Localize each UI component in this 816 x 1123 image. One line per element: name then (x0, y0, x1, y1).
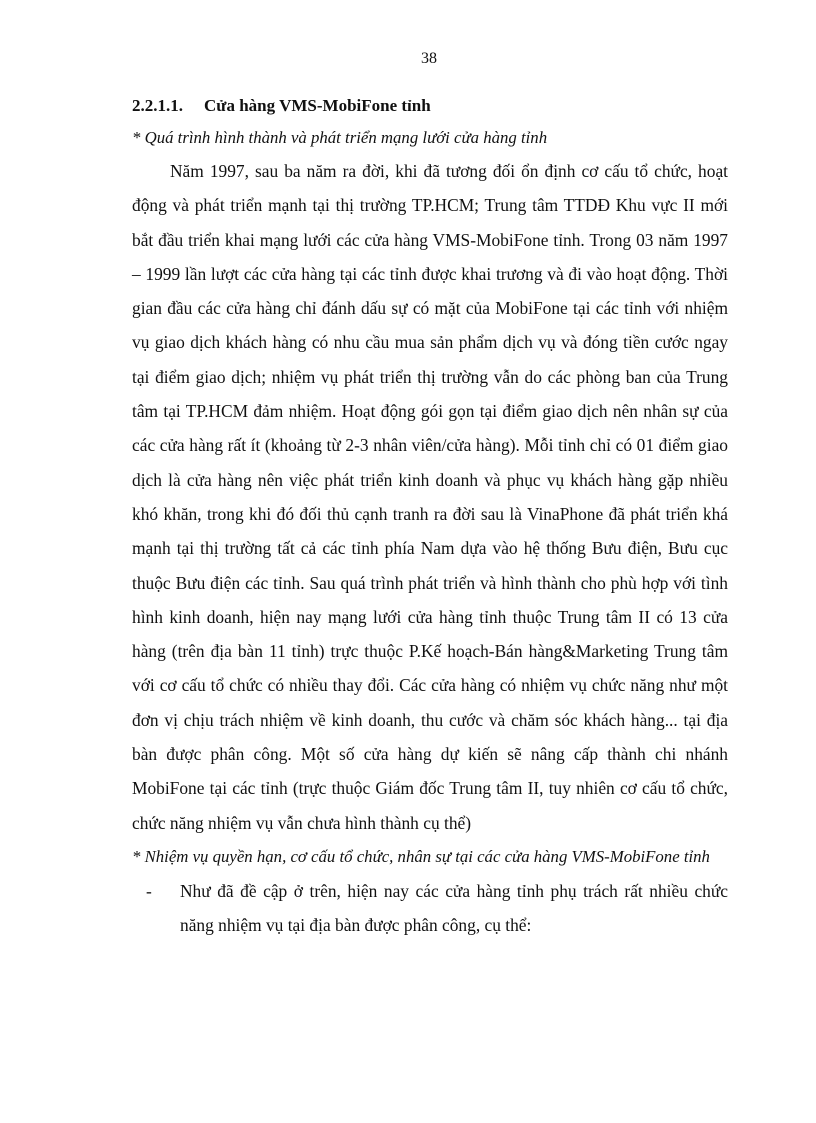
section-number: 2.2.1.1. (132, 96, 183, 115)
bullet-item (132, 874, 728, 943)
page-number: 38 (421, 50, 437, 67)
body-paragraph: Năm 1997, sau ba năm ra đời, khi đã tương đối ổn định cơ cấu tổ chức, hoạt động và phát triển mạnh tại thị trường TP.HCM; Trung tâm TTDĐ Khu vực II mới bắt đầu triển khai mạng lưới các cửa hàng VMS-MobiFone tỉnh. Trong 03 năm 1997 – 1999 lần lượt các cửa hàng tại các tỉnh được khai trương và đi vào hoạt động. Thời gian đầu các cửa hàng chỉ đánh dấu sự có mặt của MobiFone tại các tỉnh với nhiệm vụ giao dịch khách hàng có nhu cầu mua sản phẩm dịch vụ và đóng tiền cước ngay tại điểm giao dịch; nhiệm vụ phát triển thị trường vẫn do các phòng ban của Trung tâm tại TP.HCM đảm nhiệm. Hoạt động gói gọn tại điểm giao dịch nên nhân sự của các cửa hàng rất ít (khoảng từ 2-3 nhân viên/cửa hàng). Mỗi tỉnh chỉ có 01 điểm giao dịch là cửa hàng nên việc phát triển kinh doanh và phục vụ khách hàng gặp nhiều khó khăn, trong khi đó đối thủ cạnh tranh ra đời sau là VinaPhone đã phát triển khá mạnh tại thị trường tất cả các tỉnh phía Nam dựa vào hệ thống Bưu điện, Bưu cục thuộc Bưu điện các tỉnh. Sau quá trình phát triển và hình thành cho phù hợp với tình hình kinh doanh, hiện nay mạng lưới cửa hàng tỉnh thuộc Trung tâm II có 13 cửa hàng (trên địa bàn 11 tỉnh) trực thuộc P.Kế hoạch-Bán hàng&Marketing Trung tâm với cơ cấu tổ chức có nhiều thay đổi. Các cửa hàng có nhiệm vụ chức năng như một đơn vị chịu trách nhiệm về kinh doanh, thu cước và chăm sóc khách hàng... tại địa bàn được phân công. Một số cửa hàng dự kiến sẽ nâng cấp thành chi nhánh MobiFone tại các tỉnh (trực thuộc Giám đốc Trung tâm II, tuy nhiên cơ cấu tổ chức, chức năng nhiệm vụ vẫn chưa hình thành cụ thể) (132, 161, 728, 833)
bullet-marker: - (146, 880, 152, 901)
section-heading (132, 90, 728, 122)
section-title: Cửa hàng VMS-MobiFone tỉnh (204, 96, 431, 115)
subheading-network-history: * Quá trình hình thành và phát triển mạng lưới cửa hàng tỉnh (132, 128, 548, 147)
subheading-duties-structure: * Nhiệm vụ quyền hạn, cơ cấu tổ chức, nhân sự tại các cửa hàng VMS-MobiFone tỉnh (132, 846, 710, 866)
page-content (132, 90, 728, 943)
bullet-text: Như đã đề cập ở trên, hiện nay các cửa hàng tỉnh phụ trách rất nhiều chức năng nhiệm vụ tại địa bàn được phân công, cụ thể: (180, 880, 728, 936)
